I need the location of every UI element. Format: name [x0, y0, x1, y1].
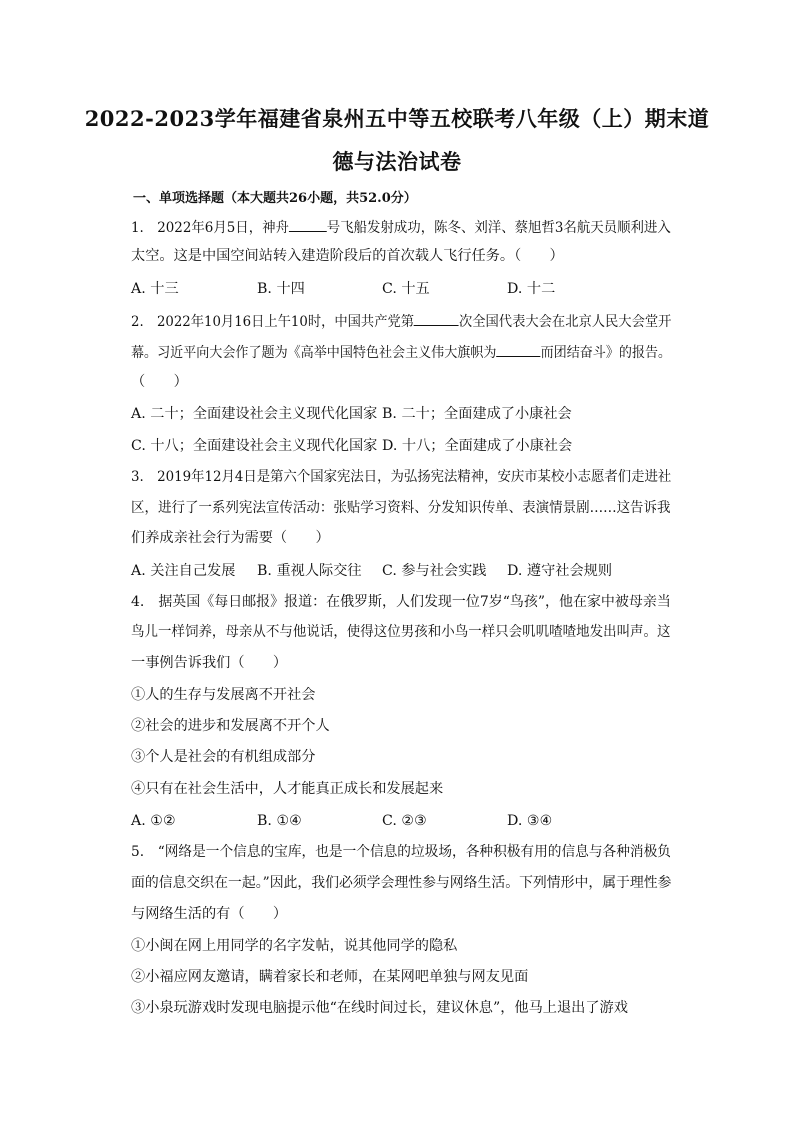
- option-a: A. ①②: [131, 813, 176, 829]
- question-2-text-a: 2. 2022年10月16日上午10时，中国共产党第: [131, 314, 415, 330]
- option-b: B. 重视人际交往: [257, 563, 362, 579]
- blank-underline: [289, 217, 327, 232]
- question-5-line-2: 面的信息交织在一起。”因此，我们必须学会理性参与网络生活。下列情形中，属于理性参: [131, 875, 672, 891]
- option-a: A. 十三: [131, 281, 179, 297]
- question-4-line-3: 一事例告诉我们（ ）: [131, 655, 288, 671]
- option-c: C. 十八；全面建设社会主义现代化国家: [131, 438, 378, 454]
- question-3-line-2: 区，进行了一系列宪法宣传活动：张贴学习资料、分发知识传单、表演情景剧……这告诉我: [131, 500, 671, 516]
- question-4-statement-4: ④只有在社会生活中，人才能真正成长和发展起来: [131, 781, 444, 797]
- option-b: B. 十四: [257, 281, 305, 297]
- question-2-text-c: 幕。习近平向大会作了题为《高举中国特色社会主义伟大旗帜为: [131, 345, 497, 361]
- question-3-line-3: 们养成亲社会行为需要（ ）: [131, 530, 330, 546]
- option-b: B. ①④: [257, 813, 302, 829]
- question-2-line-2: [131, 342, 672, 363]
- question-1-text-b: 号飞船发射成功，陈冬、刘洋、蔡旭哲3名航天员顺利进入: [326, 220, 671, 236]
- exam-title-line-1: 2022-2023学年福建省泉州五中等五校联考八年级（上）期末道: [84, 106, 710, 131]
- question-3-line-1: 3. 2019年12月4日是第六个国家宪法日，为弘扬宪法精神，安庆市某校小志愿者们走进社: [131, 469, 672, 485]
- question-5-statement-3: ③小泉玩游戏时发现电脑提示他“在线时间过长，建议休息”，他马上退出了游戏: [131, 1000, 628, 1016]
- question-4-statement-1: ①人的生存与发展离不开社会: [131, 687, 316, 703]
- question-2-line-1: [131, 311, 672, 332]
- question-5-statement-2: ②小福应网友邀请，瞒着家长和老师，在某网吧单独与网友见面: [131, 969, 529, 985]
- question-1-text-a: 1. 2022年6月5日，神舟: [131, 220, 289, 236]
- question-4-line-2: 鸟儿一样饲养，母亲从不与他说话，使得这位男孩和小鸟一样只会叽叽喳喳地发出叫声。这: [131, 624, 671, 640]
- question-4-statement-3: ③个人是社会的有机组成部分: [131, 749, 316, 765]
- question-1-line-2: 太空。这是中国空间站转入建造阶段后的首次载人飞行任务。（ ）: [131, 248, 564, 264]
- option-a: A. 关注自己发展: [131, 563, 236, 579]
- question-2-text-b: 次全国代表大会在北京人民大会堂开: [458, 314, 672, 330]
- question-5-line-3: 与网络生活的有（ ）: [131, 906, 288, 922]
- option-c: C. ②③: [382, 813, 427, 829]
- question-2-text-d: 而团结奋斗》的报告。: [540, 345, 672, 361]
- question-4-statement-2: ②社会的进步和发展离不开个人: [131, 718, 330, 734]
- question-2-line-3: （ ）: [131, 374, 188, 390]
- option-c: C. 参与社会实践: [382, 563, 487, 579]
- question-4-line-1: 4. 据英国《每日邮报》报道：在俄罗斯，人们发现一位7岁“鸟孩”，他在家中被母亲当: [131, 594, 671, 610]
- option-b: B. 二十；全面建成了小康社会: [382, 406, 572, 422]
- exam-title-line-2: 德与法治试卷: [332, 149, 462, 174]
- question-5-line-1: 5. “网络是一个信息的宝库，也是一个信息的垃圾场，各种积极有用的信息与各种消极负: [131, 844, 671, 860]
- option-d: D. 十八；全面建成了小康社会: [382, 438, 573, 454]
- option-d: D. ③④: [507, 813, 553, 829]
- question-1-line-1: [131, 217, 671, 238]
- question-5-statement-1: ①小闽在网上用同学的名字发帖，说其他同学的隐私: [131, 938, 458, 954]
- option-c: C. 十五: [382, 281, 430, 297]
- blank-underline: [414, 311, 459, 326]
- section-heading: 一、单项选择题（本大题共26小题，共52.0分）: [133, 191, 417, 206]
- option-d: D. 遵守社会规则: [507, 563, 613, 579]
- option-d: D. 十二: [507, 281, 556, 297]
- blank-underline: [496, 342, 540, 357]
- option-a: A. 二十；全面建设社会主义现代化国家: [131, 406, 378, 422]
